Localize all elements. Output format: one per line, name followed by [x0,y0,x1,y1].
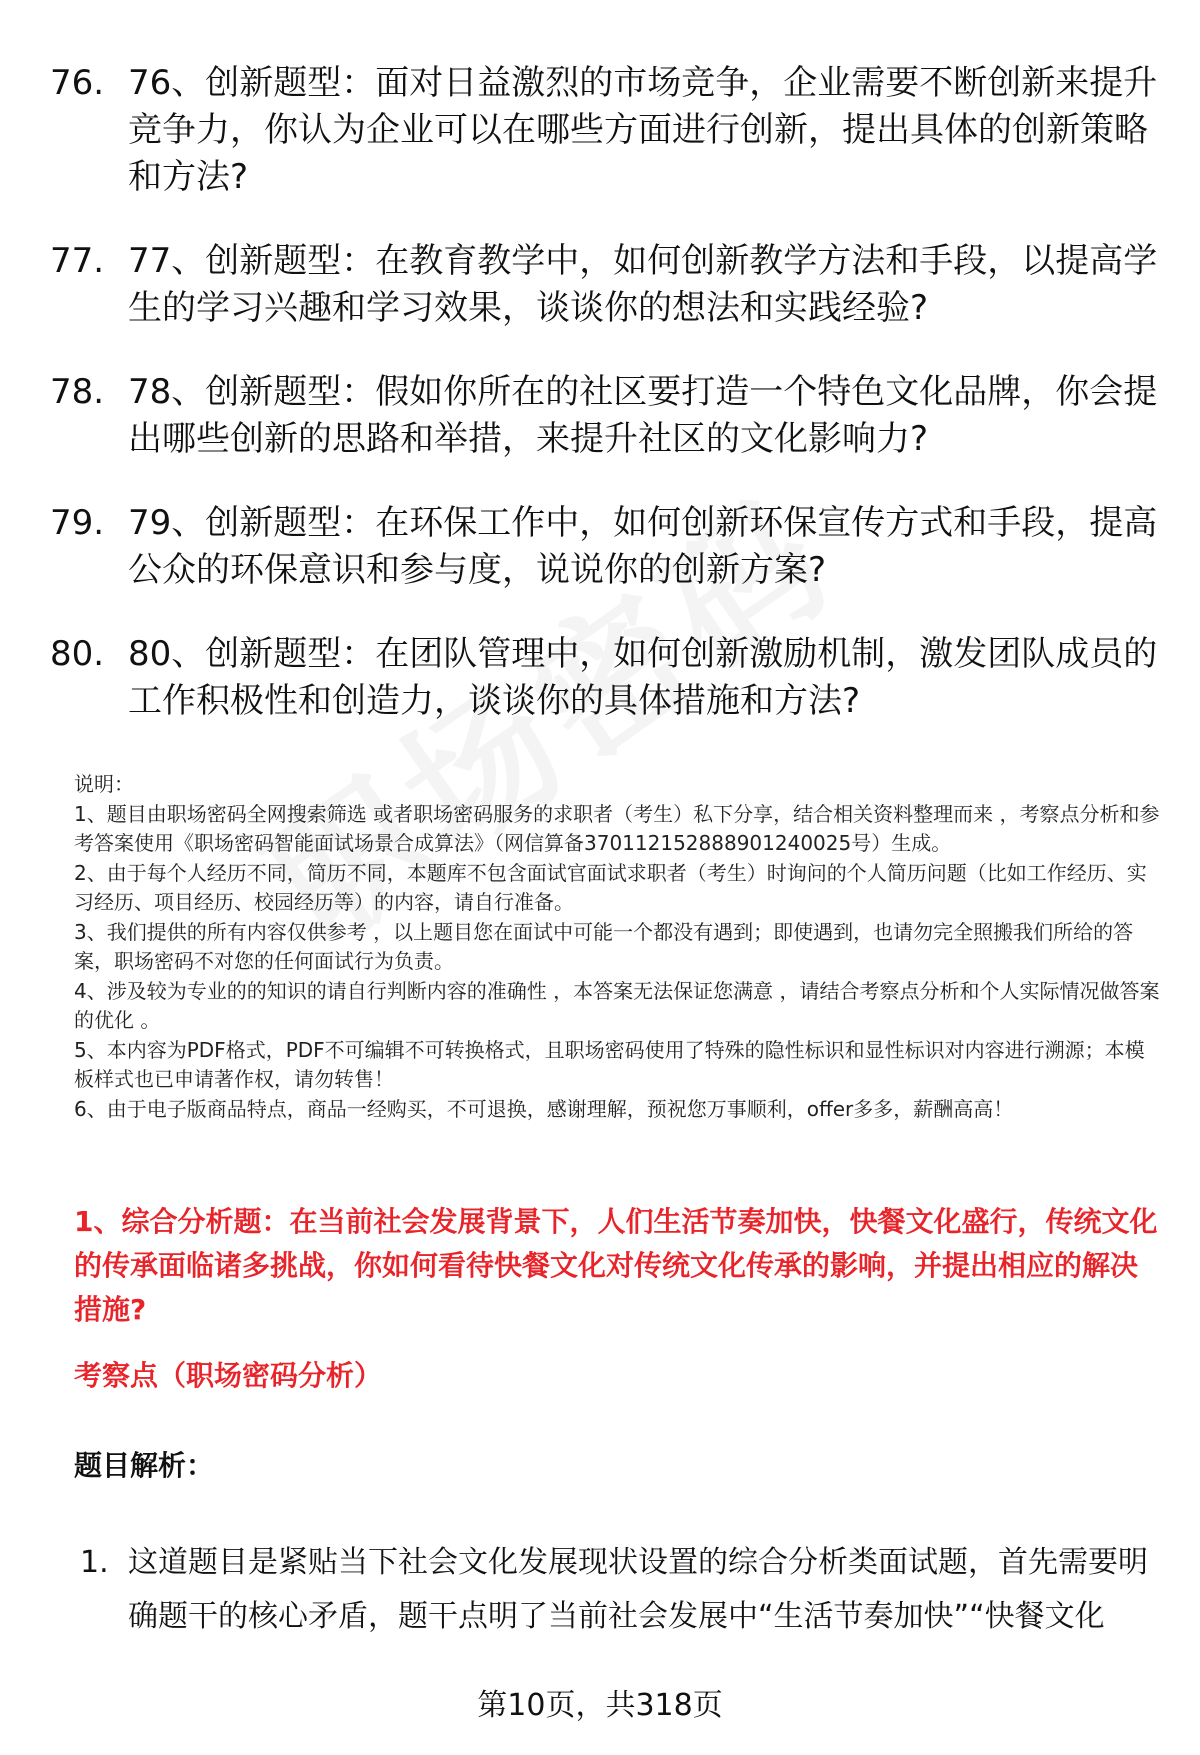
page-footer: 第10页，共318页 [477,1688,723,1723]
exam-point-label: 考察点（职场密码分析） [74,1359,383,1392]
list-item [80,1536,1160,1644]
note-item: 5、本内容为PDF格式，PDF不可编辑不可转换格式，且职场密码使用了特殊的隐性标识和显性标识对内容进行溯源；本模板样式也已申请著作权，请勿转售！ [74,1037,1145,1091]
note-item: 1、题目由职场密码全网搜索筛选 或者职场密码服务的求职者（考生）私下分享，结合相关资料整理而来 ，考察点分析和参考答案使用《职场密码智能面试场景合成算法》（网信算备370112152888901240025号）生成。 [74,801,1160,855]
note-item: 2、由于每个人经历不同，简历不同，本题库不包含面试官面试求职者（考生）时询问的个人简历问题（比如工作经历、实习经历、项目经历、校园经历等）的内容，请自行准备。 [74,860,1147,914]
list-item [50,60,1160,201]
featured-question: 1、综合分析题：在当前社会发展背景下，人们生活节奏加快，快餐文化盛行，传统文化的传承面临诸多挑战，你如何看待快餐文化对传统文化传承的影响，并提出相应的解决措施? [74,1205,1158,1326]
question-number: 79. [50,503,105,543]
notes-heading: 说明： [74,772,134,796]
notes-section [74,770,1160,1124]
question-text: 80、创新题型：在团队管理中，如何创新激励机制，激发团队成员的工作积极性和创造力，谈谈你的具体措施和方法? [128,634,1158,721]
question-text: 77、创新题型：在教育教学中，如何创新教学方法和手段，以提高学生的学习兴趣和学习效果，谈谈你的想法和实践经验? [128,241,1158,328]
question-list [50,60,1160,762]
list-item [50,631,1160,725]
question-text: 78、创新题型：假如你所在的社区要打造一个特色文化品牌，你会提出哪些创新的思路和举措，来提升社区的文化影响力? [128,372,1158,459]
list-item [50,238,1160,332]
analysis-list [80,1536,1160,1644]
question-number: 77. [50,241,105,281]
note-item: 3、我们提供的所有内容仅供参考 ，以上题目您在面试中可能一个都没有遇到；即使遇到，也请勿完全照搬我们所给的答案，职场密码不对您的任何面试行为负责。 [74,919,1134,973]
note-item: 4、涉及较为专业的的知识的请自行判断内容的准确性 ，本答案无法保证您满意 ，请结合考察点分析和个人实际情况做答案的优化 。 [74,978,1160,1032]
question-text: 79、创新题型：在环保工作中，如何创新环保宣传方式和手段，提高公众的环保意识和参与度，说说你的创新方案? [128,503,1158,590]
analysis-text: 这道题目是紧贴当下社会文化发展现状设置的综合分析类面试题，首先需要明确题干的核心矛盾，题干点明了当前社会发展中“生活节奏加快”“快餐文化 [128,1545,1148,1634]
note-item: 6、由于电子版商品特点，商品一经购买，不可退换，感谢理解，预祝您万事顺利，offer多多，薪酬高高！ [74,1096,1014,1121]
question-number: 76. [50,63,105,103]
question-number: 80. [50,634,105,674]
analysis-title: 题目解析： [74,1449,215,1482]
list-item [50,369,1160,463]
question-text: 76、创新题型：面对日益激烈的市场竞争，企业需要不断创新来提升竞争力，你认为企业可以在哪些方面进行创新，提出具体的创新策略和方法? [128,63,1158,197]
list-item [50,500,1160,594]
analysis-number: 1. [80,1545,109,1580]
question-number: 78. [50,372,105,412]
